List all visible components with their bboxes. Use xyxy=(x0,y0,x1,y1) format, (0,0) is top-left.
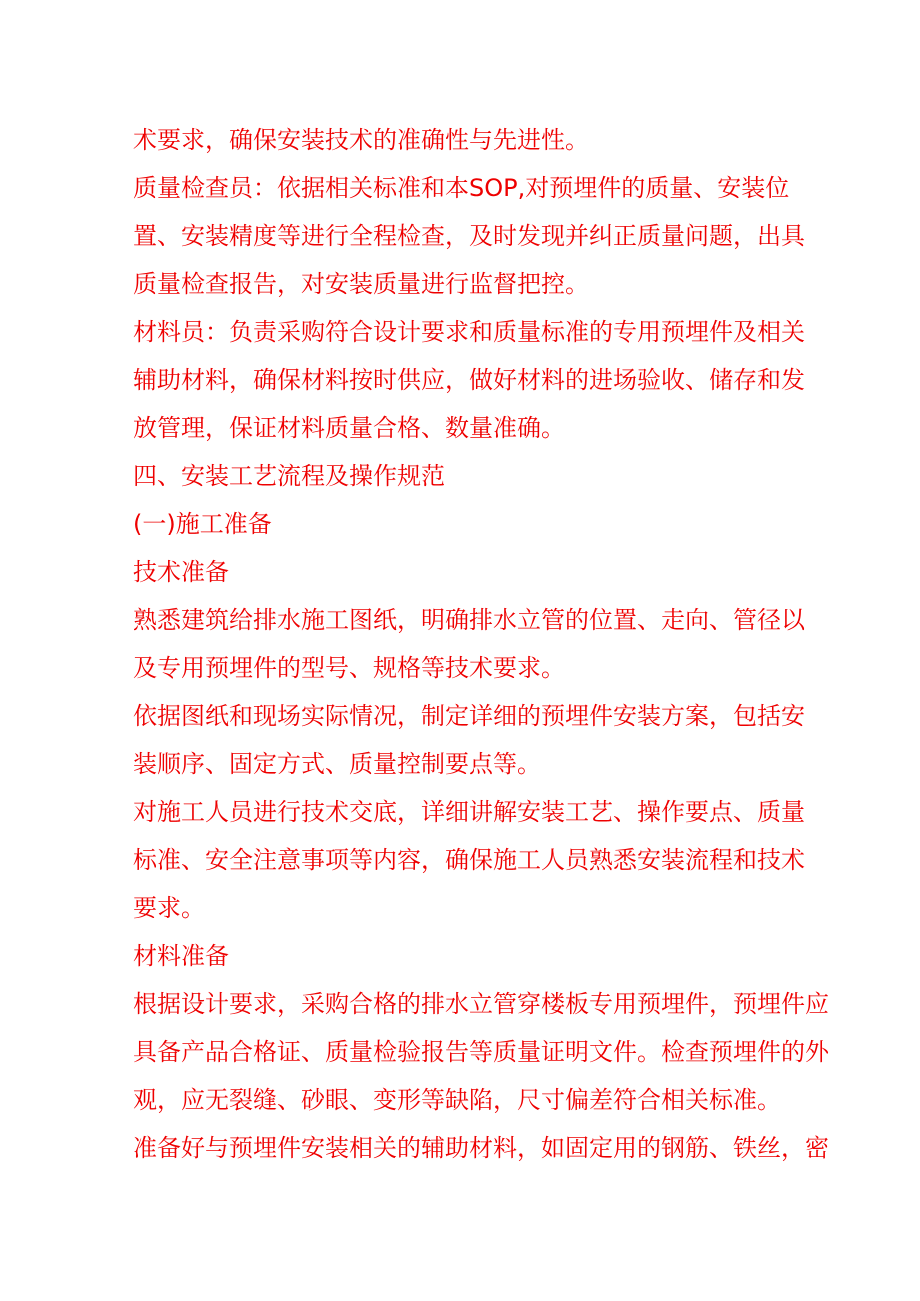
text-line: 放管理，保证材料质量合格、数量准确。 xyxy=(133,414,565,442)
text-line: 观，应无裂缝、砂眼、变形等缺陷，尺寸偏差符合相关标准。 xyxy=(133,1086,781,1114)
text-line: 依据图纸和现场实际情况，制定详细的预埋件安装方案，包括安 xyxy=(133,702,805,730)
text-line: 辅助材料，确保材料按时供应，做好材料的进场验收、储存和发 xyxy=(133,366,805,394)
subheading-material-preparation: 材料准备 xyxy=(133,942,229,970)
text-line: 要求。 xyxy=(133,894,205,922)
text-line: 标准、安全注意事项等内容，确保施工人员熟悉安装流程和技术 xyxy=(133,846,805,874)
text-line: 质量检查员：依据相关标准和本SOP,对预埋件的质量、安装位 xyxy=(133,174,790,202)
text-line: 术要求，确保安装技术的准确性与先进性。 xyxy=(133,126,589,154)
text-line: 质量检查报告，对安装质量进行监督把控。 xyxy=(133,270,589,298)
text-line: 材料员：负责采购符合设计要求和质量标准的专用预埋件及相关 xyxy=(133,318,805,346)
text-line: 及专用预埋件的型号、规格等技术要求。 xyxy=(133,654,565,682)
text-line: 对施工人员进行技术交底，详细讲解安装工艺、操作要点、质量 xyxy=(133,798,805,826)
text-line: 装顺序、固定方式、质量控制要点等。 xyxy=(133,750,541,778)
text-line: 熟悉建筑给排水施工图纸，明确排水立管的位置、走向、管径以 xyxy=(133,606,805,634)
text-line: 准备好与预埋件安装相关的辅助材料，如固定用的钢筋、铁丝，密 xyxy=(133,1134,829,1162)
section-heading: 四、安装工艺流程及操作规范 xyxy=(133,462,445,490)
text-line: 置、安装精度等进行全程检查，及时发现并纠正质量问题，出具 xyxy=(133,222,805,250)
document-body xyxy=(133,116,829,1172)
text-line: 具备产品合格证、质量检验报告等质量证明文件。检查预埋件的外 xyxy=(133,1038,829,1066)
text-line: 根据设计要求，采购合格的排水立管穿楼板专用预埋件，预埋件应 xyxy=(133,990,829,1018)
subheading-technical-preparation: 技术准备 xyxy=(133,558,229,586)
subsection-heading: (一)施工准备 xyxy=(133,510,272,538)
